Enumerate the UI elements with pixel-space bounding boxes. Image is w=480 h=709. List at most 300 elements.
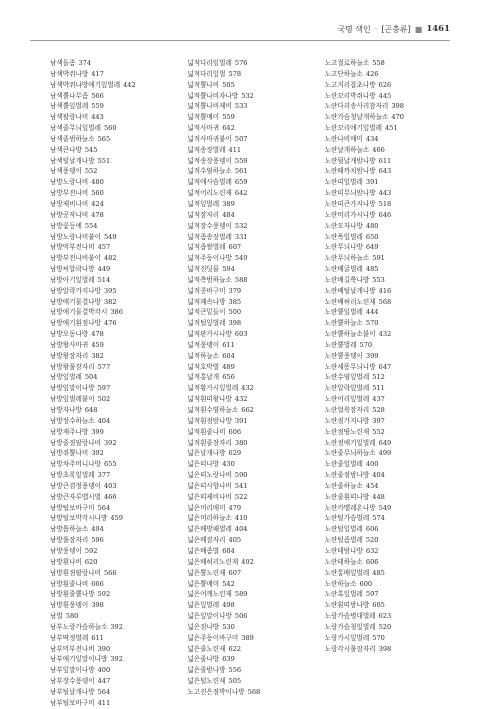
index-entry [50, 438, 183, 449]
index-entry [325, 145, 458, 156]
entry-page: 549 [234, 254, 248, 263]
entry-page: 532 [241, 91, 254, 100]
entry-page: 417 [91, 69, 104, 78]
entry-page: 532 [234, 221, 248, 230]
index-entry [325, 589, 458, 600]
index-entry [50, 546, 183, 557]
entry-page: 380 [234, 438, 248, 447]
entry-name: 노란날개하늘소 [324, 145, 370, 154]
entry-page: 596 [91, 536, 104, 545]
entry-page: 392 [110, 655, 123, 664]
entry-name: 노란점애기잎벌레 [324, 438, 376, 447]
index-entry [50, 275, 183, 286]
entry-page: 476 [103, 319, 117, 328]
entry-name: 노고지리잡초나방 [324, 80, 376, 89]
index-entry [325, 69, 458, 80]
index-entry [325, 275, 458, 286]
entry-name: 노란배길쭉나방 [324, 275, 370, 284]
entry-page: 382 [103, 297, 117, 306]
entry-name: 남방애기물결나방 [50, 297, 101, 306]
entry-page: 591 [372, 254, 385, 263]
entry-page: 391 [234, 416, 248, 425]
entry-page: 606 [228, 427, 242, 436]
index-entry [325, 622, 458, 633]
entry-name: 넓적흰줄나비 [187, 427, 226, 436]
entry-name: 남부애기잎말이나방 [50, 655, 108, 664]
index-entry [50, 644, 183, 655]
entry-page: 542 [222, 579, 235, 588]
entry-name: 남색뿔나무좀 [50, 91, 89, 100]
entry-name: 넓은띠제비나비 [187, 492, 232, 501]
entry-page: 552 [372, 427, 385, 436]
index-entry [50, 448, 183, 459]
entry-name: 노란띠큰가지나방 [324, 199, 376, 208]
index-entry [187, 101, 320, 112]
entry-name: 넓은줄나방 [187, 655, 220, 664]
entry-name: 넓적큰밑들이 [187, 308, 226, 317]
entry-name: 노고절로하늘소 [324, 59, 370, 67]
index-entry [187, 91, 320, 102]
entry-name: 넓은주둥이바구미 [187, 633, 239, 642]
index-entry [50, 112, 183, 123]
entry-page: 592 [97, 590, 111, 599]
entry-name: 노랑각시풀잠자리 [324, 644, 376, 653]
entry-page: 528 [372, 406, 385, 414]
entry-page: 395 [103, 286, 117, 295]
index-entry [50, 676, 183, 687]
entry-name: 남방털보박각시나방 [50, 514, 108, 523]
index-entry [325, 459, 458, 470]
entry-name: 노란점가지나방 [324, 416, 370, 425]
entry-name: 남방왕사마귀 [50, 340, 89, 349]
entry-name: 넓적풍뎅이 [187, 340, 220, 349]
index-entry [325, 123, 458, 134]
index-entry [325, 372, 458, 383]
entry-name: 남방알락가지나방 [50, 286, 101, 295]
index-entry [325, 80, 458, 91]
entry-name: 넓은배방패벌레 [187, 525, 232, 534]
entry-page: 403 [103, 481, 117, 490]
entry-name: 노란테하늘소 [324, 557, 363, 566]
index-entry [187, 459, 320, 470]
entry-page: 620 [84, 557, 98, 566]
entry-page: 589 [234, 590, 248, 599]
entry-page: 639 [222, 655, 235, 664]
index-columns [50, 58, 458, 707]
index-entry [325, 221, 458, 232]
entry-name: 남방초록잎벌레 [50, 471, 95, 480]
index-entry [325, 470, 458, 481]
entry-page: 416 [378, 286, 392, 295]
entry-page: 482 [103, 254, 117, 263]
entry-page: 520 [378, 622, 392, 631]
entry-page: 530 [222, 622, 235, 631]
entry-page: 549 [103, 232, 117, 241]
entry-page: 566 [91, 91, 104, 100]
index-entry [187, 253, 320, 264]
index-entry [50, 503, 183, 514]
entry-page: 443 [91, 113, 104, 122]
entry-page: 650 [365, 232, 379, 241]
index-entry [325, 611, 458, 622]
entry-page: 600 [359, 579, 373, 588]
index-entry [50, 416, 183, 427]
entry-name: 남방왕풀잠자리 [50, 362, 95, 371]
index-entry [50, 513, 183, 524]
entry-page: 459 [110, 514, 123, 523]
entry-page: 622 [228, 644, 242, 653]
entry-page: 662 [241, 406, 254, 414]
entry-page: 489 [222, 362, 235, 371]
entry-page: 432 [241, 384, 254, 393]
index-entry [325, 340, 458, 351]
index-entry [50, 470, 183, 481]
index-entry [50, 481, 183, 492]
entry-name: 넓적다리잎벌레 [187, 59, 232, 67]
index-entry [187, 633, 320, 644]
entry-page: 623 [378, 612, 392, 621]
entry-name: 노란뒷날개밤나방 [324, 156, 376, 165]
entry-name: 남방부전나비붙이 [50, 254, 101, 263]
entry-name: 노란머리가시나방 [324, 210, 376, 219]
index-entry [187, 145, 320, 156]
entry-page: 498 [222, 601, 235, 610]
index-entry [50, 253, 183, 264]
entry-page: 398 [91, 601, 104, 610]
index-entry [187, 123, 320, 134]
entry-page: 576 [234, 59, 248, 67]
index-entry [187, 351, 320, 362]
entry-page: 642 [222, 124, 235, 133]
entry-name: 넓적뿔나비자나방 [187, 91, 239, 100]
entry-page: 397 [372, 416, 385, 425]
entry-page: 506 [234, 612, 248, 621]
entry-name: 남색뿔잎벌레 [50, 102, 89, 111]
entry-page: 553 [372, 275, 385, 284]
index-entry [50, 427, 183, 438]
entry-name: 남방씨알락나방 [50, 265, 95, 274]
index-entry [187, 557, 320, 568]
index-entry [50, 91, 183, 102]
entry-page: 432 [378, 330, 392, 339]
entry-page: 666 [91, 579, 104, 588]
index-entry [187, 307, 320, 318]
entry-name: 넓적어리노린재 [187, 189, 232, 198]
entry-name: 노란띠무늬밤나방 [324, 189, 376, 198]
index-entry [187, 275, 320, 286]
index-entry [187, 535, 320, 546]
entry-page: 480 [365, 221, 379, 230]
index-entry [325, 253, 458, 264]
entry-name: 넓은띠노랑나비 [187, 471, 232, 480]
index-entry [187, 134, 320, 145]
index-entry [325, 307, 458, 318]
entry-name: 넓은띠나방 [187, 460, 220, 469]
entry-name: 남벌 [50, 612, 63, 621]
entry-page: 505 [228, 677, 242, 686]
index-entry [187, 427, 320, 438]
header-rule [30, 40, 450, 41]
index-entry [50, 654, 183, 665]
entry-page: 643 [378, 167, 392, 176]
entry-name: 넓적콩바구미 [187, 286, 226, 295]
index-entry [187, 448, 320, 459]
entry-page: 410 [234, 514, 248, 523]
index-entry [187, 188, 320, 199]
entry-page: 560 [103, 124, 117, 133]
index-entry [50, 232, 183, 243]
index-entry [50, 340, 183, 351]
index-entry [187, 329, 320, 340]
entry-name: 남부딱정벌레 [50, 633, 89, 642]
index-entry [50, 459, 183, 470]
entry-page: 577 [97, 362, 111, 371]
entry-name: 남방잎벌레 [50, 373, 82, 382]
entry-name: 노란통배잎벌레 [324, 568, 370, 577]
index-entry [50, 297, 183, 308]
entry-name: 남방큰검정풍뎅이 [50, 481, 101, 490]
index-entry [187, 589, 320, 600]
entry-name: 남방애기흰점나방 [50, 319, 101, 328]
entry-name: 넓은머리매미 [187, 503, 226, 512]
index-entry [187, 372, 320, 383]
entry-page: 607 [228, 243, 242, 252]
entry-name: 노란뿔풍뎅이 [324, 351, 363, 360]
entry-page: 389 [241, 633, 254, 642]
entry-page: 392 [91, 449, 104, 458]
entry-name: 노란털좀벌레 [324, 536, 363, 545]
entry-name: 넓은배잠자리 [187, 536, 226, 545]
entry-name: 남부장수풍뎅이 [50, 677, 95, 686]
entry-name: 넓적호박벌 [187, 362, 220, 371]
index-entry [187, 69, 320, 80]
index-entry [325, 199, 458, 210]
index-entry [325, 286, 458, 297]
index-entry [50, 307, 183, 318]
entry-page: 559 [91, 102, 104, 111]
entry-page: 445 [378, 91, 392, 100]
entry-page: 466 [103, 492, 117, 501]
index-entry [50, 188, 183, 199]
index-entry [325, 492, 458, 503]
entry-name: 남방흰점팔랑나비 [50, 568, 101, 577]
index-entry [187, 242, 320, 253]
entry-name: 노란뿔하늘소붙이 [324, 330, 376, 339]
index-entry [187, 579, 320, 590]
entry-name: 넓은점나방 [187, 622, 220, 631]
entry-page: 648 [84, 406, 98, 414]
entry-name: 노란줄흰띠나방 [324, 492, 370, 501]
entry-page: 592 [84, 546, 98, 555]
entry-page: 443 [378, 189, 392, 198]
entry-page: 480 [91, 178, 104, 187]
entry-name: 넓은잎말이나방 [187, 612, 232, 621]
entry-name: 남부노랑가슴하늘소 [50, 622, 108, 631]
entry-name: 넓은뿔노린재 [187, 568, 226, 577]
entry-page: 391 [365, 178, 379, 187]
entry-name: 노란새똥무늬나방 [324, 362, 376, 371]
index-entry [325, 91, 458, 102]
index-entry [50, 611, 183, 622]
index-entry [50, 242, 183, 253]
entry-page: 560 [91, 189, 104, 198]
entry-name: 노란목잎벌레 [324, 232, 363, 241]
entry-page: 400 [97, 666, 111, 675]
entry-page: 568 [378, 297, 392, 306]
entry-name: 노란띠잎벌레 [324, 178, 363, 187]
index-entry [50, 535, 183, 546]
index-entry [187, 221, 320, 232]
entry-page: 649 [378, 438, 392, 447]
entry-name: 넓적사마귀붙이 [187, 134, 232, 143]
index-column-1 [50, 58, 183, 707]
entry-page: 559 [234, 156, 248, 165]
entry-page: 411 [97, 698, 111, 707]
index-entry [187, 644, 320, 655]
entry-page: 549 [378, 503, 392, 512]
index-entry [325, 427, 458, 438]
index-entry [50, 145, 183, 156]
index-entry [50, 199, 183, 210]
entry-page: 454 [365, 481, 379, 490]
index-entry [50, 101, 183, 112]
index-entry [187, 286, 320, 297]
entry-name: 노란줄무늬하늘소 [324, 449, 376, 458]
index-entry [187, 394, 320, 405]
entry-name: 넓적황가시잎벌레 [187, 384, 239, 393]
entry-name: 넓은배좀벌 [187, 546, 220, 555]
entry-name: 노랑가시잎벌레 [324, 633, 370, 642]
index-entry [50, 362, 183, 373]
entry-page: 565 [97, 134, 111, 143]
entry-name: 남방먹부전나비 [50, 243, 95, 252]
index-entry [325, 513, 458, 524]
entry-name: 노고진은점박이나방 [187, 687, 245, 696]
entry-page: 442 [123, 80, 136, 89]
index-entry [325, 351, 458, 362]
entry-page: 578 [228, 69, 242, 78]
entry-name: 노란가슴청날개하늘소 [324, 113, 389, 122]
entry-page: 485 [372, 568, 385, 577]
entry-page: 626 [378, 80, 392, 89]
index-entry [325, 394, 458, 405]
index-entry [325, 448, 458, 459]
entry-page: 611 [91, 633, 104, 642]
entry-page: 426 [365, 69, 379, 78]
index-entry [325, 101, 458, 112]
entry-name: 노란털가슴벌레 [324, 514, 370, 523]
entry-name: 넓적쾌속나방 [187, 297, 226, 306]
entry-name: 남색줄범하늘소 [50, 134, 95, 143]
index-entry [325, 232, 458, 243]
entry-name: 넓적하늘소 [187, 351, 220, 360]
entry-name: 노란얼룩잠자리 [324, 406, 370, 414]
index-entry [50, 665, 183, 676]
index-column-2 [187, 58, 320, 696]
entry-page: 404 [97, 416, 111, 425]
entry-page: 466 [372, 145, 385, 154]
index-entry [187, 676, 320, 687]
entry-name: 넓적잎벌레 [187, 199, 220, 208]
entry-name: 남색돌좀 [50, 59, 76, 67]
index-entry [50, 568, 183, 579]
entry-name: 넓적흰수염하늘소 [187, 406, 239, 414]
entry-page: 434 [365, 134, 379, 143]
entry-page: 566 [103, 568, 117, 577]
entry-name: 노란꼬리박쥐나방 [324, 91, 376, 100]
entry-page: 570 [372, 633, 385, 642]
index-entry [50, 166, 183, 177]
entry-name: 넓적잠자리 [187, 210, 220, 219]
entry-page: 500 [228, 308, 242, 317]
entry-page: 604 [222, 351, 235, 360]
entry-page: 390 [97, 644, 111, 653]
entry-page: 379 [228, 286, 242, 295]
index-entry [50, 383, 183, 394]
entry-name: 노란하늘소 [324, 579, 357, 588]
index-entry [50, 69, 183, 80]
index-entry [325, 166, 458, 177]
index-entry [187, 166, 320, 177]
entry-name: 남색줄무늬잎벌레 [50, 124, 101, 133]
entry-page: 561 [234, 167, 248, 176]
index-entry [187, 622, 320, 633]
index-entry [50, 394, 183, 405]
index-entry [325, 264, 458, 275]
entry-name: 노란뿔하늘소 [324, 319, 363, 328]
entry-page: 448 [372, 492, 385, 501]
index-entry [187, 156, 320, 167]
index-entry [187, 546, 320, 557]
index-entry [187, 492, 320, 503]
running-header [30, 22, 450, 36]
entry-name: 노란배허리노린재 [324, 297, 376, 306]
entry-name: 남방아기잎벌레 [50, 275, 95, 284]
index-column-3 [325, 58, 458, 661]
entry-page: 606 [365, 525, 379, 534]
entry-name: 노란알락잎벌레 [324, 384, 370, 393]
entry-name: 넓은줄밤나방 [187, 666, 226, 675]
index-entry [50, 698, 183, 709]
entry-name: 넓적측범하늘소 [187, 275, 232, 284]
entry-page: 554 [84, 221, 98, 230]
entry-name: 남색큰나방 [50, 145, 82, 154]
index-entry [187, 112, 320, 123]
entry-page: 389 [222, 199, 235, 208]
entry-page: 574 [372, 514, 385, 523]
index-entry [50, 351, 183, 362]
entry-page: 545 [84, 145, 98, 154]
entry-page: 451 [384, 124, 398, 133]
index-entry [325, 297, 458, 308]
entry-name: 남방왕잠자리 [50, 351, 89, 360]
entry-name: 남방꽃등에 [50, 221, 82, 230]
index-entry [50, 524, 183, 535]
index-entry [325, 242, 458, 253]
index-entry [187, 210, 320, 221]
entry-name: 남색박쥐나방애기잎벌레 [50, 80, 121, 89]
entry-name: 남방흰풍뎅이 [50, 601, 89, 610]
entry-name: 남방풀잠자리 [50, 536, 89, 545]
index-entry [187, 503, 320, 514]
entry-name: 남방쥐뿔나비 [50, 449, 89, 458]
index-entry [325, 177, 458, 188]
entry-page: 494 [91, 525, 104, 534]
entry-page: 646 [378, 210, 392, 219]
entry-name: 노란무늬나방 [324, 243, 363, 252]
entry-page: 502 [97, 395, 111, 404]
entry-name: 노란카멜레온나방 [324, 503, 376, 512]
